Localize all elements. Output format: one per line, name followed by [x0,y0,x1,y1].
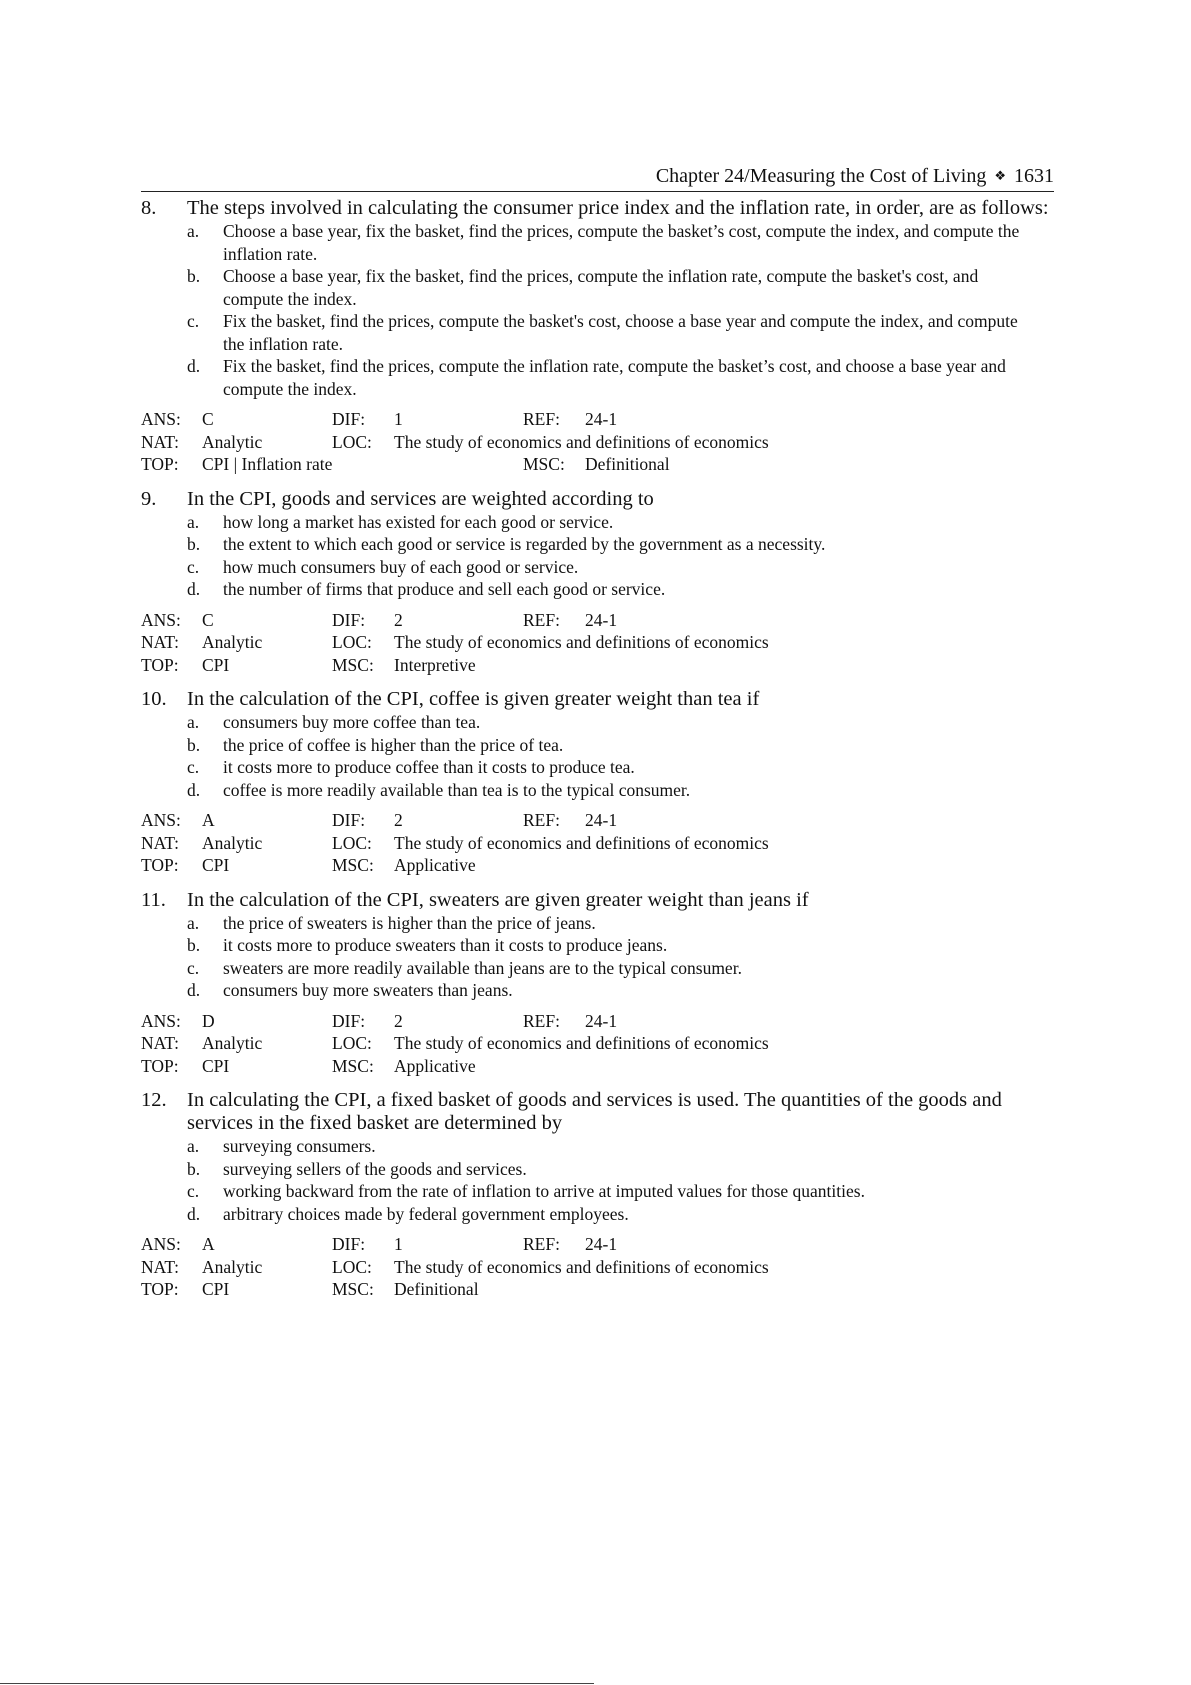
choice-letter: a. [187,712,200,732]
choice-text: consumers buy more coffee than tea. [223,712,481,732]
question-stem [141,688,1061,711]
choice-item [187,578,1061,601]
footer-rule [0,1683,594,1684]
meta-nat-label: NAT: [141,832,180,853]
choice-letter: a. [187,912,200,933]
meta-loc: The study of economics and definitions of economics [394,431,769,452]
choice-item [187,220,1061,265]
meta-ans: A [202,1234,215,1254]
meta-top-label: TOP: [141,1055,179,1076]
meta-top-label: TOP: [141,654,179,675]
meta-row [141,654,1061,677]
meta-dif-label: DIF: [332,609,366,630]
choice-item [187,957,1061,980]
choice-letter: c. [187,1181,200,1201]
meta-ans: A [202,810,215,830]
meta-ans: D [202,1010,215,1031]
meta-nat-label: NAT: [141,632,180,652]
meta-top: CPI [202,855,230,875]
meta-ans-label: ANS: [141,1234,181,1254]
meta-msc-label: MSC: [332,1279,374,1299]
meta-loc-label: LOC: [332,1033,372,1053]
meta-dif-label: DIF: [332,1234,366,1254]
choice-letter: c. [187,757,200,777]
choice-item [187,1180,1061,1203]
choice-letter: c. [187,957,200,978]
answer-metadata [141,609,1061,677]
choice-text: it costs more to produce sweaters than it costs to produce jeans. [223,935,668,955]
choice-letter: b. [187,935,201,955]
meta-dif-label: DIF: [332,810,366,830]
meta-nat: Analytic [202,431,263,452]
meta-ref-label: REF: [523,810,560,830]
choice-item [187,734,1061,757]
meta-msc: Definitional [585,454,670,474]
choice-text: the price of sweaters is higher than the price of jeans. [223,912,596,933]
choice-letter: d. [187,779,201,800]
question-4 [141,1089,1061,1301]
choice-list [187,912,1061,1002]
choice-letter: d. [187,980,201,1000]
question-1 [141,488,1061,677]
meta-ref-label: REF: [523,1010,560,1031]
meta-row [141,1233,1061,1256]
choice-item [187,355,1061,400]
question-number: 12. [141,1089,167,1111]
choice-text: consumers buy more sweaters than jeans. [223,980,513,1000]
meta-dif: 2 [394,609,403,630]
meta-nat: Analytic [202,832,263,853]
meta-msc: Applicative [394,1055,476,1076]
choice-letter: d. [187,1203,201,1224]
meta-ans: C [202,409,214,429]
meta-row [141,832,1061,855]
choice-text: working backward from the rate of inflation to arrive at imputed values for those quantities. [223,1181,865,1201]
page-header [141,164,1054,192]
choice-letter: d. [187,356,201,376]
meta-nat: Analytic [202,1033,263,1053]
choice-text: coffee is more readily available than tea is to the typical consumer. [223,779,691,800]
choice-item [187,556,1061,579]
meta-ref: 24-1 [585,1234,618,1254]
meta-ans-label: ANS: [141,810,181,830]
choice-text: how much consumers buy of each good or service. [223,556,579,577]
meta-row [141,609,1061,632]
meta-ref: 24-1 [585,1010,618,1031]
question-stem [141,889,1061,912]
meta-row [141,631,1061,654]
question-number: 11. [141,888,166,911]
meta-dif: 2 [394,1010,403,1031]
choice-text: sweaters are more readily available than jeans are to the typical consumer. [223,957,742,978]
meta-row [141,431,1061,454]
choice-letter: a. [187,1136,200,1156]
meta-top-label: TOP: [141,454,179,474]
meta-ref-label: REF: [523,1234,560,1254]
meta-ref: 24-1 [585,609,618,630]
meta-msc-label: MSC: [523,454,565,474]
question-text: The steps involved in calculating the consumer price index and the inflation rate, in order, are as follows: [187,197,1049,219]
question-stem [141,197,1061,220]
meta-row [141,1055,1061,1078]
meta-loc: The study of economics and definitions of economics [394,1256,769,1277]
choice-text: Choose a base year, fix the basket, find the prices, compute the inflation rate, compute the basket's cost, and compute the index. [223,266,979,309]
meta-loc: The study of economics and definitions of economics [394,832,769,853]
choice-letter: d. [187,579,201,599]
diamond-icon: ❖ [994,169,1006,184]
choice-text: Fix the basket, find the prices, compute the inflation rate, compute the basket’s cost, and choose a base year and compute the index. [223,356,1006,399]
question-text: In the CPI, goods and services are weighted according to [187,487,654,510]
choice-item [187,779,1061,802]
choice-text: how long a market has existed for each good or service. [223,511,614,532]
choice-item [187,979,1061,1002]
meta-ans-label: ANS: [141,409,181,429]
question-number: 9. [141,487,157,510]
choice-item [187,533,1061,556]
meta-row [141,1278,1061,1301]
choice-item [187,912,1061,935]
choice-item [187,310,1061,355]
choice-text: Choose a base year, fix the basket, find the prices, compute the basket’s cost, compute the index, and compute the inflation rate. [223,221,1020,264]
choice-item [187,1135,1061,1158]
meta-row [141,408,1061,431]
meta-msc-label: MSC: [332,654,374,675]
meta-nat-label: NAT: [141,1256,180,1277]
choice-letter: b. [187,1158,201,1179]
meta-top: CPI | Inflation rate [202,454,333,474]
meta-ans-label: ANS: [141,1010,181,1031]
page-number: 1631 [1014,165,1054,187]
meta-nat-label: NAT: [141,1033,180,1053]
meta-ref-label: REF: [523,609,560,630]
meta-row [141,453,1061,476]
choice-list [187,711,1061,801]
meta-loc-label: LOC: [332,632,372,652]
choice-text: it costs more to produce coffee than it costs to produce tea. [223,757,635,777]
meta-loc-label: LOC: [332,832,372,853]
meta-msc-label: MSC: [332,1055,374,1076]
choice-text: arbitrary choices made by federal government employees. [223,1203,629,1224]
meta-top-label: TOP: [141,1279,179,1299]
meta-dif-label: DIF: [332,1010,366,1031]
choice-item [187,934,1061,957]
question-stem [141,1089,1061,1135]
meta-msc: Applicative [394,855,476,875]
meta-ans: C [202,609,214,630]
meta-top: CPI [202,1055,230,1076]
meta-ref: 24-1 [585,810,618,830]
choice-item [187,1203,1061,1226]
choice-letter: b. [187,734,201,755]
meta-top-label: TOP: [141,855,179,875]
meta-ref-label: REF: [523,409,560,429]
choice-list [187,511,1061,601]
choice-list [187,1135,1061,1225]
question-number: 8. [141,197,157,219]
answer-metadata [141,809,1061,877]
choice-item [187,711,1061,734]
meta-row [141,1010,1061,1033]
answer-metadata [141,408,1061,476]
choice-item [187,1158,1061,1181]
chapter-title: Chapter 24/Measuring the Cost of Living [655,165,987,187]
meta-row [141,854,1061,877]
meta-row [141,809,1061,832]
meta-dif: 1 [394,1234,403,1254]
choice-letter: b. [187,534,201,554]
meta-msc: Definitional [394,1279,479,1299]
question-stem [141,488,1061,511]
meta-nat: Analytic [202,632,263,652]
meta-dif-label: DIF: [332,409,366,429]
meta-top: CPI [202,654,230,675]
choice-list [187,220,1061,400]
meta-loc: The study of economics and definitions of economics [394,632,769,652]
question-2 [141,688,1061,877]
meta-ans-label: ANS: [141,609,181,630]
meta-ref: 24-1 [585,409,618,429]
meta-dif: 1 [394,409,403,429]
choice-letter: a. [187,511,200,532]
meta-nat-label: NAT: [141,431,180,452]
choice-text: the extent to which each good or service is regarded by the government as a necessity. [223,534,826,554]
choice-letter: c. [187,556,200,577]
meta-top: CPI [202,1279,230,1299]
choice-item [187,756,1061,779]
meta-nat: Analytic [202,1256,263,1277]
question-list [141,197,1061,1313]
choice-text: Fix the basket, find the prices, compute the basket's cost, choose a base year and compute the index, and compute the inflation rate. [223,311,1018,354]
question-0 [141,197,1061,476]
choice-text: the price of coffee is higher than the price of tea. [223,734,564,755]
question-text: In the calculation of the CPI, sweaters are given greater weight than jeans if [187,888,809,911]
choice-letter: a. [187,221,200,241]
answer-metadata [141,1010,1061,1078]
meta-msc-label: MSC: [332,855,374,875]
question-number: 10. [141,688,167,710]
meta-msc: Interpretive [394,654,476,675]
meta-dif: 2 [394,810,403,830]
answer-metadata [141,1233,1061,1301]
choice-item [187,265,1061,310]
choice-letter: c. [187,311,200,331]
meta-row [141,1032,1061,1055]
choice-letter: b. [187,266,201,286]
choice-text: surveying consumers. [223,1136,376,1156]
question-text: In calculating the CPI, a fixed basket of goods and services is used. The quantities of the goods and services in the fixed basket are determined by [187,1089,1002,1134]
meta-loc-label: LOC: [332,431,372,452]
question-text: In the calculation of the CPI, coffee is given greater weight than tea if [187,688,760,710]
meta-loc: The study of economics and definitions of economics [394,1033,769,1053]
choice-item [187,511,1061,534]
question-3 [141,889,1061,1078]
choice-text: the number of firms that produce and sell each good or service. [223,579,666,599]
meta-row [141,1256,1061,1279]
choice-text: surveying sellers of the goods and services. [223,1158,527,1179]
meta-loc-label: LOC: [332,1256,372,1277]
